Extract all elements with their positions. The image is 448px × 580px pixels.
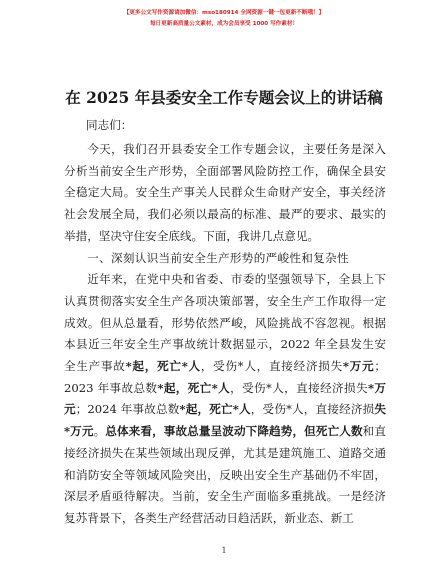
- bold-run: 总体来看，事故总量呈波动下降趋势，但死亡人数: [105, 424, 363, 439]
- text-run: 和直接经济损失在某些领域出现反弹，尤其是建筑施工、道路交通和消防安全等领域风险突出，反映出安全生产基础仍不牢固，深层矛盾亟待解决。当前，安全生产面临多重挑战。一是经济复苏背景下，各类生产经营活动日趋活跃，新业态、新工: [64, 424, 386, 525]
- promo-banner: [0, 8, 448, 30]
- text-run: 近年来，在党中央和省委、市委的坚强领导下，全县上下认真贯彻落实安全生产各项决策部署，安全生产工作取得一定成效。但从总量看，形势依然严峻，风险挑战不容忽视。根据本县近三年安全生产事故统计数据显示，2022 年全县发生安全生产事故: [64, 272, 386, 374]
- text-run: ，受伤*人，直接经济损失: [200, 359, 343, 374]
- bold-run: *起，死亡*人: [179, 402, 251, 417]
- bold-run: *万元: [64, 380, 386, 417]
- text-run: 。: [93, 424, 106, 439]
- promo-banner-line-1: 【更多公文写作资源请加微信：mso180914 全网资源一键一包更新不断哦！】: [123, 10, 325, 16]
- paragraph-situation: [64, 269, 386, 529]
- bold-run: 失*万元: [64, 402, 386, 439]
- bold-run: *起，死亡*人: [125, 359, 201, 374]
- page-number: 1: [221, 546, 227, 555]
- bold-run: *起，死亡*人: [157, 380, 231, 395]
- section-heading-1: 一、深刻认识当前安全生产形势的严峻性和复杂性: [87, 250, 349, 265]
- document-body: [64, 139, 386, 530]
- text-run: ；2024 年事故总数: [75, 402, 180, 417]
- paragraph-intro: 今天，我们召开县委安全工作专题会议，主要任务是深入分析当前安全生产形势，全面部署风险防控工作，确保全县安全稳定大局。安全生产事关人民群众生命财产安全，事关经济社会发展全局，我们必须以最高的标准、最严的要求、最实的举措，坚决守住安全底线。下面，我讲几点意见。: [64, 142, 386, 243]
- text-run: ，受伤*人，直接经济损失: [230, 380, 368, 395]
- text-run: ；2023 年事故总数: [64, 359, 386, 395]
- text-run: ，受伤*人，直接经济损: [250, 402, 375, 417]
- promo-banner-line-2: 每日更新高质量公文素材，成为会员享受 1000 写作素材！: [149, 21, 299, 27]
- bold-run: *万元: [342, 359, 375, 374]
- greeting: 同志们：: [86, 118, 133, 132]
- document-title: 在 2025 年县委安全工作专题会议上的讲话稿: [65, 88, 383, 107]
